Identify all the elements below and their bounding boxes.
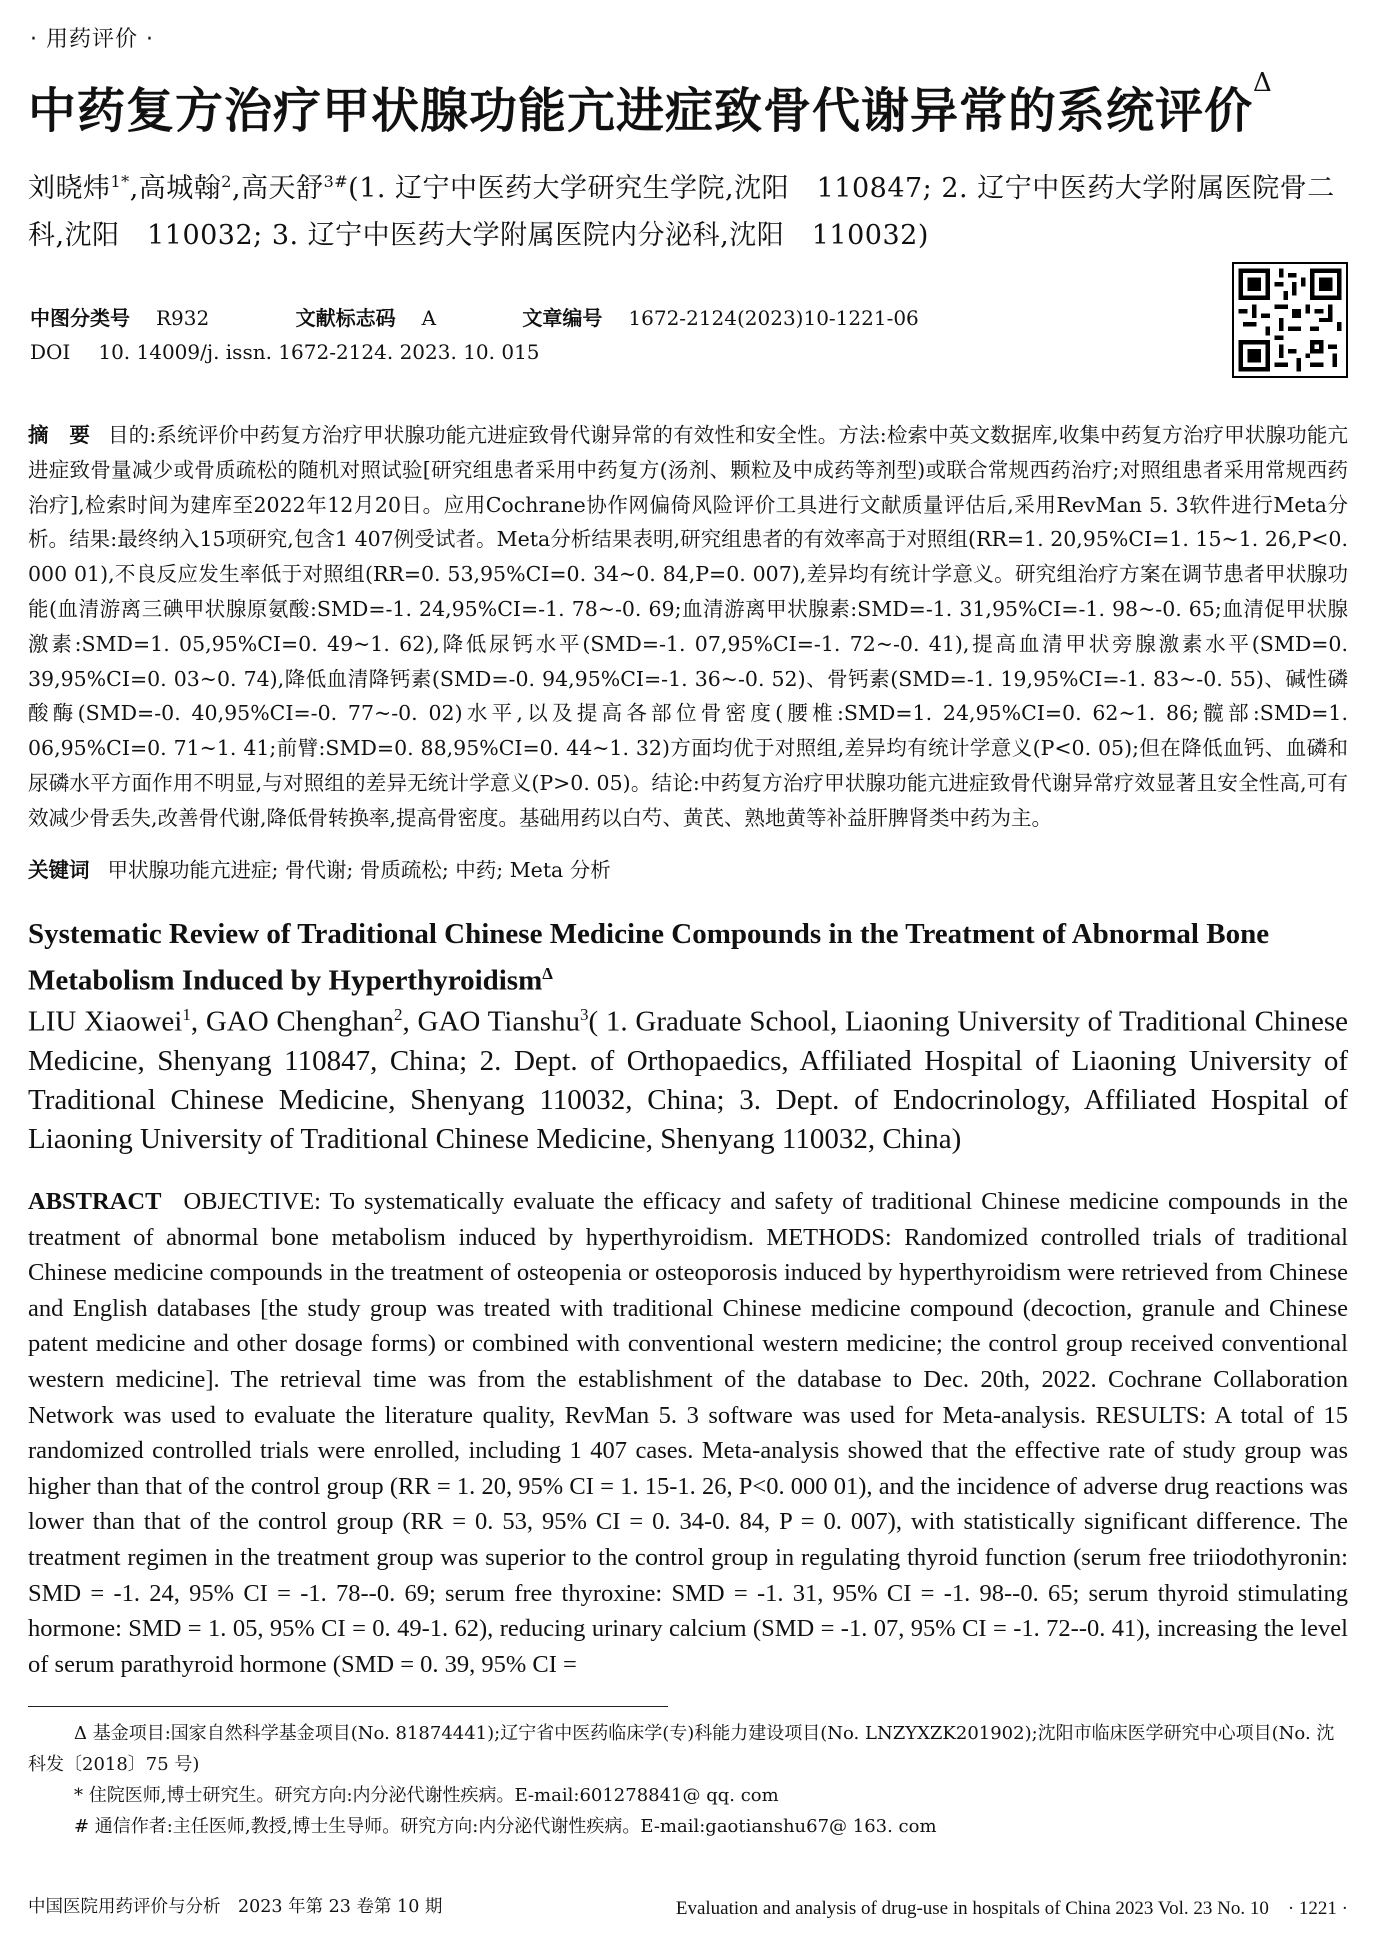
doi-row: [30, 340, 540, 364]
author-2-zh-sup: 2: [221, 172, 232, 191]
funding-mark: Δ: [1253, 68, 1273, 98]
footnote-divider: [28, 1706, 668, 1707]
keywords-zh-label: 关键词: [28, 858, 90, 882]
clc-value: R932: [156, 306, 210, 330]
article-title-zh-text: 中药复方治疗甲状腺功能亢进症致骨代谢异常的系统评价: [28, 83, 1254, 139]
section-tag: · 用药评价 ·: [30, 27, 154, 52]
abstract-en-text: OBJECTIVE: To systematically evaluate the efficacy and safety of traditional Chinese medicine compounds in the treatment of abnormal bone metabolism induced by hyperthyroidism. METHODS: Randomized controlled trials of traditional Chinese medicine compounds in the treatment of osteopenia or osteoporosis induced by hyperthyroidism were retrieved from Chinese and English databases [the study group was treated with traditional Chinese medicine compound (decoction, granule and Chinese patent medicine and other dosage forms) or combined with conventional western medicine; the control group received conventional western medicine]. The retrieval time was from the establishment of the database to Dec. 20th, 2022. Cochrane Collaboration Network was used to evaluate the literature quality, RevMan 5. 3 software was used for Meta-analysis. RESULTS: A total of 15 randomized controlled trials were enrolled, including 1 407 cases. Meta-analysis showed that the effective rate of study group was higher than that of the control group (RR = 1. 20, 95% CI = 1. 15-1. 26, P<0. 000 01), and the incidence of adverse drug reactions was lower than that of the control group (RR = 0. 53, 95% CI = 0. 34-0. 84, P = 0. 007), with statistically significant difference. The treatment regimen in the treatment group was superior to the control group in regulating thyroid function (serum free triiodothyronin: SMD = -1. 24, 95% CI = -1. 78--0. 69; serum free thyroxine: SMD = -1. 31, 95% CI = -1. 98--0. 65; serum thyroid stimulating hormone: SMD = 1. 05, 95% CI = 0. 49-1. 62), reducing urinary calcium (SMD = -1. 07, 95% CI = -1. 72--0. 41), increasing the level of serum parathyroid hormone (SMD = 0. 39, 95% CI =: [28, 1188, 1348, 1678]
abstract-zh-label: 摘 要: [28, 423, 91, 447]
authors-en: LIU Xiaowei$^1$, GAO Chenghan$^2$, GAO Tianshu$^3$( 1. Graduate School, Liaoning University of Traditional Chinese Medicine, Shenyang 110847, China; 2. Dept. of Orthopaedics, Affiliated Hospital of Liaoning University of Traditional Chinese Medicine, Shenyang 110032, China; 3. Dept. of Endocrinology, Affiliated Hospital of Liaoning University of Traditional Chinese Medicine, Shenyang 110032, China): [28, 1005, 1349, 1155]
article-number-label: 文章编号: [522, 306, 603, 330]
author-3-zh: 高天舒: [241, 173, 324, 204]
doc-code-value: A: [421, 306, 437, 330]
keywords-zh: [28, 853, 1348, 883]
clc-label: 中图分类号: [30, 306, 130, 330]
abstract-en-label: ABSTRACT: [28, 1188, 162, 1215]
footer-journal-en: Evaluation and analysis of drug-use in hospitals of China 2023 Vol. 23 No. 10 · 1221 ·: [675, 1898, 1348, 1919]
abstract-zh: [28, 418, 1348, 836]
abstract-en: [28, 1184, 1348, 1682]
author-1-en-sup: 1: [182, 1005, 191, 1024]
article-title-en: [28, 914, 1348, 1001]
doi-label: DOI: [30, 340, 71, 364]
classification-row: [30, 302, 919, 331]
author-2-en-sup: 2: [394, 1005, 403, 1024]
author-3-en: GAO Tianshu: [417, 1005, 580, 1038]
footnotes: [28, 1718, 1348, 1842]
abstract-zh-text: 目的:系统评价中药复方治疗甲状腺功能亢进症致骨代谢异常的有效性和安全性。方法:检索中英文数据库,收集中药复方治疗甲状腺功能亢进症致骨量减少或骨质疏松的随机对照试验[研究组患者采用中药复方(汤剂、颗粒及中成药等剂型)或联合常规西药治疗;对照组患者采用常规西药治疗],检索时间为建库至2022年12月20日。应用Cochrane协作网偏倚风险评价工具进行文献质量评估后,采用RevMan 5. 3软件进行Meta分析。结果:最终纳入15项研究,包含1 407例受试者。Meta分析结果表明,研究组患者的有效率高于对照组(RR=1. 20,95%CI=1. 15~1. 26,P<0. 000 01),不良反应发生率低于对照组(RR=0. 53,95%CI=0. 34~0. 84,P=0. 007),差异均有统计学意义。研究组治疗方案在调节患者甲状腺功能(血清游离三碘甲状腺原氨酸:SMD=-1. 24,95%CI=-1. 78~-0. 69;血清游离甲状腺素:SMD=-1. 31,95%CI=-1. 98~-0. 65;血清促甲状腺激素:SMD=1. 05,95%CI=0. 49~1. 62),降低尿钙水平(SMD=-1. 07,95%CI=-1. 72~-0. 41),提高血清甲状旁腺激素水平(SMD=0. 39,95%CI=0. 03~0. 74),降低血清降钙素(SMD=-0. 94,95%CI=-1. 36~-0. 52)、骨钙素(SMD=-1. 19,95%CI=-1. 83~-0. 55)、碱性磷酸酶(SMD=-0. 40,95%CI=-0. 77~-0. 02)水平,以及提高各部位骨密度(腰椎:SMD=1. 24,95%CI=0. 62~1. 86;髋部:SMD=1. 06,95%CI=0. 71~1. 41;前臂:SMD=0. 88,95%CI=0. 44~1. 32)方面均优于对照组,差异均有统计学意义(P<0. 05);但在降低血钙、血磷和尿磷水平方面作用不明显,与对照组的差异无统计学意义(P>0. 05)。结论:中药复方治疗甲状腺功能亢进症致骨代谢异常疗效显著且安全性高,可有效减少骨丢失,改善骨代谢,降低骨转换率,提高骨密度。基础用药以白芍、黄芪、熟地黄等补益肝脾肾类中药为主。: [28, 423, 1349, 830]
affiliations-zh: (1. 辽宁中医药大学研究生学院,沈阳 110847; 2. 辽宁中医药大学附属医院骨二科,沈阳 110032; 3. 辽宁中医药大学附属医院内分泌科,沈阳 110032): [28, 173, 1335, 251]
footnote-funding: Δ 基金项目:国家自然科学基金项目(No. 81874441);辽宁省中医药临床学(专)科能力建设项目(No. LNZYXZK201902);沈阳市临床医学研究中心项目(No. 沈科发〔2018〕75 号): [28, 1723, 1335, 1775]
author-1-zh: 刘晓炜: [28, 173, 111, 204]
affiliations-en: ( 1. Graduate School, Liaoning University of Traditional Chinese Medicine, Shenyang 110847, China; 2. Dept. of Orthopaedics, Affiliated Hospital of Liaoning University of Traditional Chinese Medicine, Shenyang 110032, China; 3. Dept. of Endocrinology, Affiliated Hospital of Liaoning University of Traditional Chinese Medicine, Shenyang 110032, China): [28, 1005, 1349, 1155]
footnote-corresponding-author: # 通信作者:主任医师,教授,博士生导师。研究方向:内分泌代谢性疾病。E-mail:gaotianshu67@ 163. com: [74, 1816, 937, 1837]
author-2-en: GAO Chenghan: [205, 1005, 394, 1038]
author-2-zh: 高城翰: [138, 173, 222, 204]
keywords-zh-text: 甲状腺功能亢进症; 骨代谢; 骨质疏松; 中药; Meta 分析: [107, 858, 611, 882]
author-1-zh-sup: 1*: [110, 172, 130, 191]
funding-mark-en: Δ: [542, 964, 553, 983]
author-1-en: LIU Xiaowei: [28, 1005, 183, 1038]
footnote-first-author: * 住院医师,博士研究生。研究方向:内分泌代谢性疾病。E-mail:601278841@ qq. com: [74, 1785, 779, 1806]
authors-zh: 刘晓炜$^{1*}$,高城翰$^2$,高天舒$^{3\#}$(1. 辽宁中医药大学研究生学院,沈阳 110847; 2. 辽宁中医药大学附属医院骨二科,沈阳 110032; 3. 辽宁中医药大学附属医院内分泌科,沈阳 110032): [28, 172, 1335, 251]
qr-code-icon: [1232, 262, 1348, 378]
doi-value[interactable]: 10. 14009/j. issn. 1672-2124. 2023. 10. 015: [98, 340, 540, 364]
article-title-zh: [28, 68, 1358, 141]
article-title-en-text: Systematic Review of Traditional Chinese Medicine Compounds in the Treatment of Abnormal Bone Metabolism Induced by Hyperthyroidism: [28, 918, 1270, 997]
doc-code-label: 文献标志码: [295, 306, 396, 330]
article-number-value: 1672-2124(2023)10-1221-06: [628, 306, 919, 330]
author-3-zh-sup: 3#: [323, 172, 349, 191]
author-3-en-sup: 3: [579, 1005, 589, 1024]
footer-journal-zh: 中国医院用药评价与分析 2023 年第 23 卷第 10 期: [28, 1897, 443, 1917]
